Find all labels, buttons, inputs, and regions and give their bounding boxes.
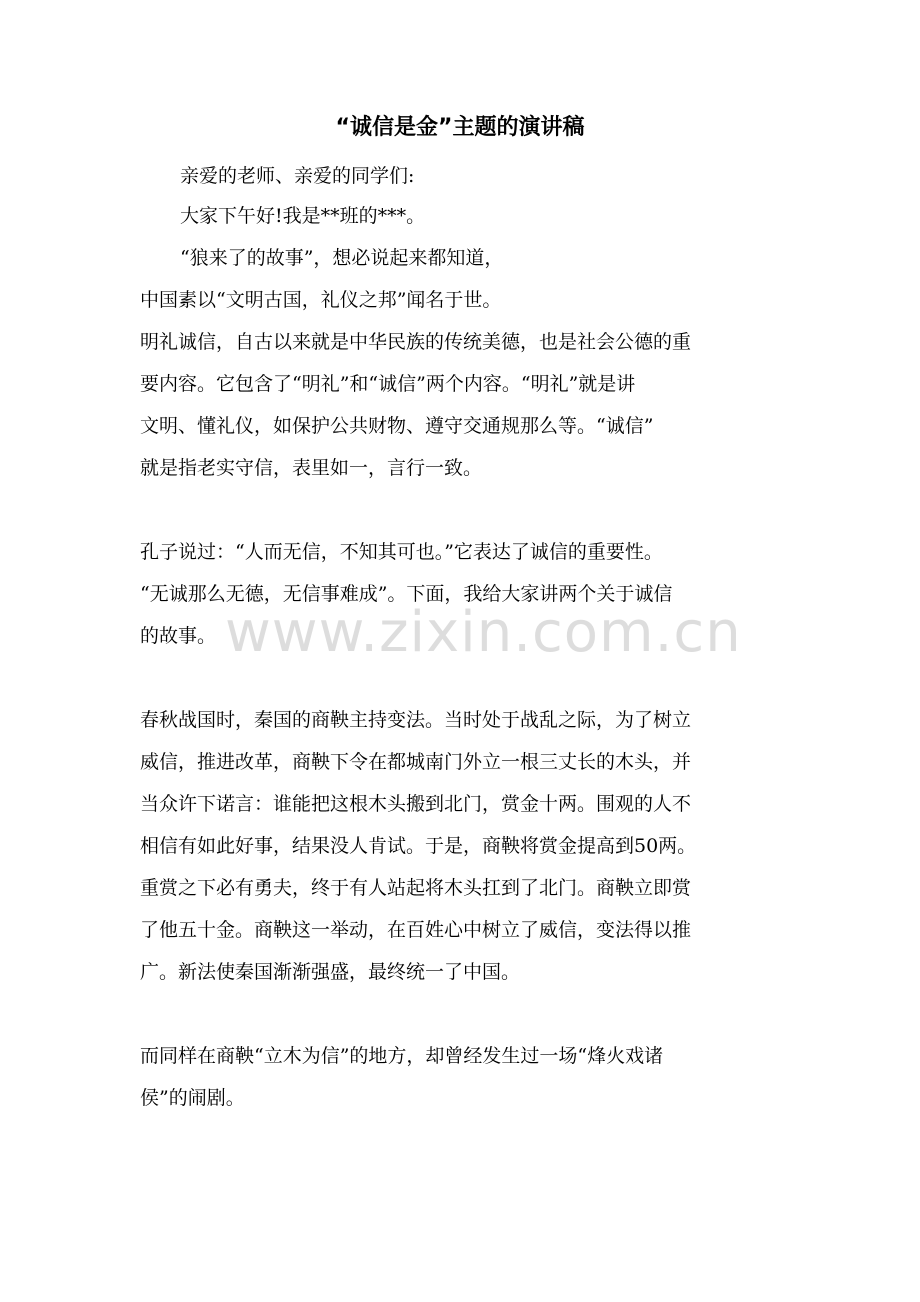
paragraph-line: 要内容。它包含了“明礼”和“诚信”两个内容。“明礼”就是讲 [140, 373, 636, 395]
paragraph-line: 文明、懂礼仪，如保护公共财物、遵守交通规那么等。“诚信” [140, 415, 654, 437]
paragraph-line: 侯”的闹剧。 [140, 1087, 245, 1109]
intro-line: 大家下午好!我是**班的***。 [180, 205, 426, 227]
paragraph-line: 广。新法使秦国渐渐强盛，最终统一了中国。 [140, 961, 521, 983]
paragraph-line: 明礼诚信，自古以来就是中华民族的传统美德，也是社会公德的重 [140, 331, 692, 353]
paragraph-line: “无诚那么无德，无信事难成”。下面，我给大家讲两个关于诚信 [140, 583, 673, 605]
paragraph-line: 重赏之下必有勇夫，终于有人站起将木头扛到了北门。商鞅立即赏 [140, 877, 692, 899]
paragraph-line: 春秋战国时，秦国的商鞅主持变法。当时处于战乱之际，为了树立 [140, 709, 692, 731]
document-title: “诚信是金”主题的演讲稿 [335, 115, 585, 140]
paragraph-line: 威信，推进改革，商鞅下令在都城南门外立一根三丈长的木头，并 [140, 751, 692, 773]
paragraph-line: 而同样在商鞅“立木为信”的地方，却曾经发生过一场“烽火戏诸 [140, 1045, 664, 1067]
watermark: www.zixin.com.cn [225, 600, 742, 665]
paragraph-line: 当众许下诺言：谁能把这根木头搬到北门，赏金十两。围观的人不 [140, 793, 692, 815]
paragraph-line: 孔子说过：“人而无信，不知其可也。”它表达了诚信的重要性。 [140, 541, 663, 563]
paragraph-line: “狼来了的故事”，想必说起来都知道， [180, 247, 504, 269]
paragraph-line: 的故事。 [140, 625, 217, 647]
paragraph-line: 就是指老实守信，表里如一，言行一致。 [140, 457, 483, 479]
paragraph-line: 相信有如此好事，结果没人肯试。于是，商鞅将赏金提高到50两。 [140, 835, 697, 857]
paragraph-line: 了他五十金。商鞅这一举动，在百姓心中树立了威信，变法得以推 [140, 919, 692, 941]
greeting-line: 亲爱的老师、亲爱的同学们: [180, 165, 415, 187]
paragraph-line: 中国素以“文明古国，礼仪之邦”闻名于世。 [140, 289, 502, 311]
